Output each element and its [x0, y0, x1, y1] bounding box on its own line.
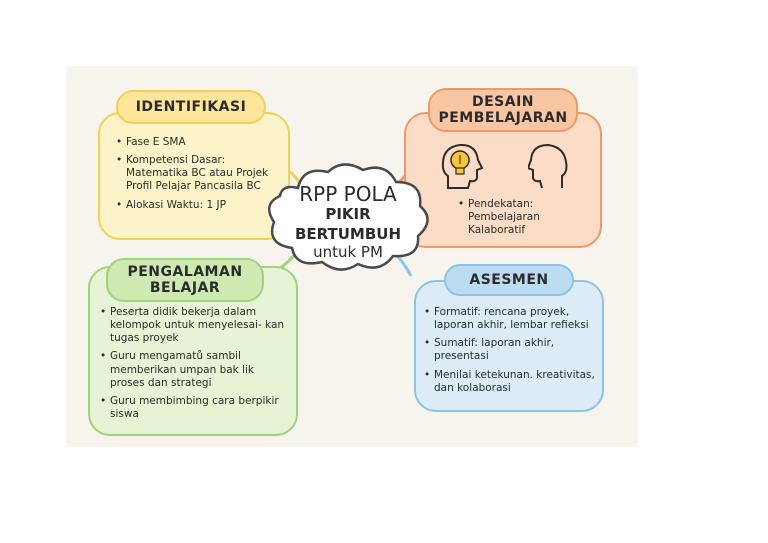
pengalaman-item: • Guru membimbing cara berpikir siswa — [100, 395, 288, 421]
asesmen-item: • Formatif: rencana proyek, laporan akhir, lembar refieksi — [424, 306, 600, 332]
center-title-line3: untuk PM — [313, 243, 383, 261]
pengalaman-item: • Peserta didik bekerja dalam kelompok untuk menyelesai- kan tugas proyek — [100, 306, 288, 345]
asesmen-item: • Sumatif: laporan akhir, presentasi — [424, 337, 600, 363]
identifikasi-item: • Alokasi Waktu: 1 JP — [116, 199, 276, 212]
identifikasi-item: • Fase E SMA — [116, 136, 276, 149]
desain-title-line2: PEMBELAJARAN — [438, 110, 568, 126]
pengalaman-item: • Guru mengamatů sambil memberikan umpan bak lik proses dan strategi — [100, 350, 288, 389]
mind-map-canvas — [66, 66, 638, 447]
identifikasi-title-text: IDENTIFIKASI — [135, 98, 247, 115]
pengalaman-title — [106, 258, 264, 302]
lightbulb-head-icon — [440, 142, 484, 192]
asesmen-item: • Menilai ketekunan. kreativitas, dan kolaborasi — [424, 369, 600, 395]
desain-item: • Pendekatan: Pembelajaran Kalaboratif — [458, 198, 568, 237]
center-title-line1: RPP POLA — [299, 182, 397, 206]
identifikasi-title — [116, 90, 266, 124]
center-title-line2: PIKIR BERTUMBUH — [294, 205, 402, 243]
desain-list — [458, 198, 568, 242]
identifikasi-list — [116, 136, 276, 217]
pengalaman-title-line1: PENGALAMAN — [127, 263, 243, 280]
center-title — [272, 184, 424, 261]
pengalaman-title-line2: BELAJAR — [149, 280, 221, 296]
head-outline-icon — [528, 142, 568, 192]
asesmen-list — [424, 306, 600, 400]
desain-title-line1: DESAIN — [471, 93, 535, 110]
identifikasi-item: • Kompetensi Dasar: Matematika BC atau Projek Profil Pelajar Pancasila BC — [116, 154, 276, 193]
desain-title — [428, 88, 578, 132]
asesmen-title — [444, 264, 574, 296]
pengalaman-list — [100, 306, 288, 426]
asesmen-title-text: ASESMEN — [469, 271, 549, 288]
